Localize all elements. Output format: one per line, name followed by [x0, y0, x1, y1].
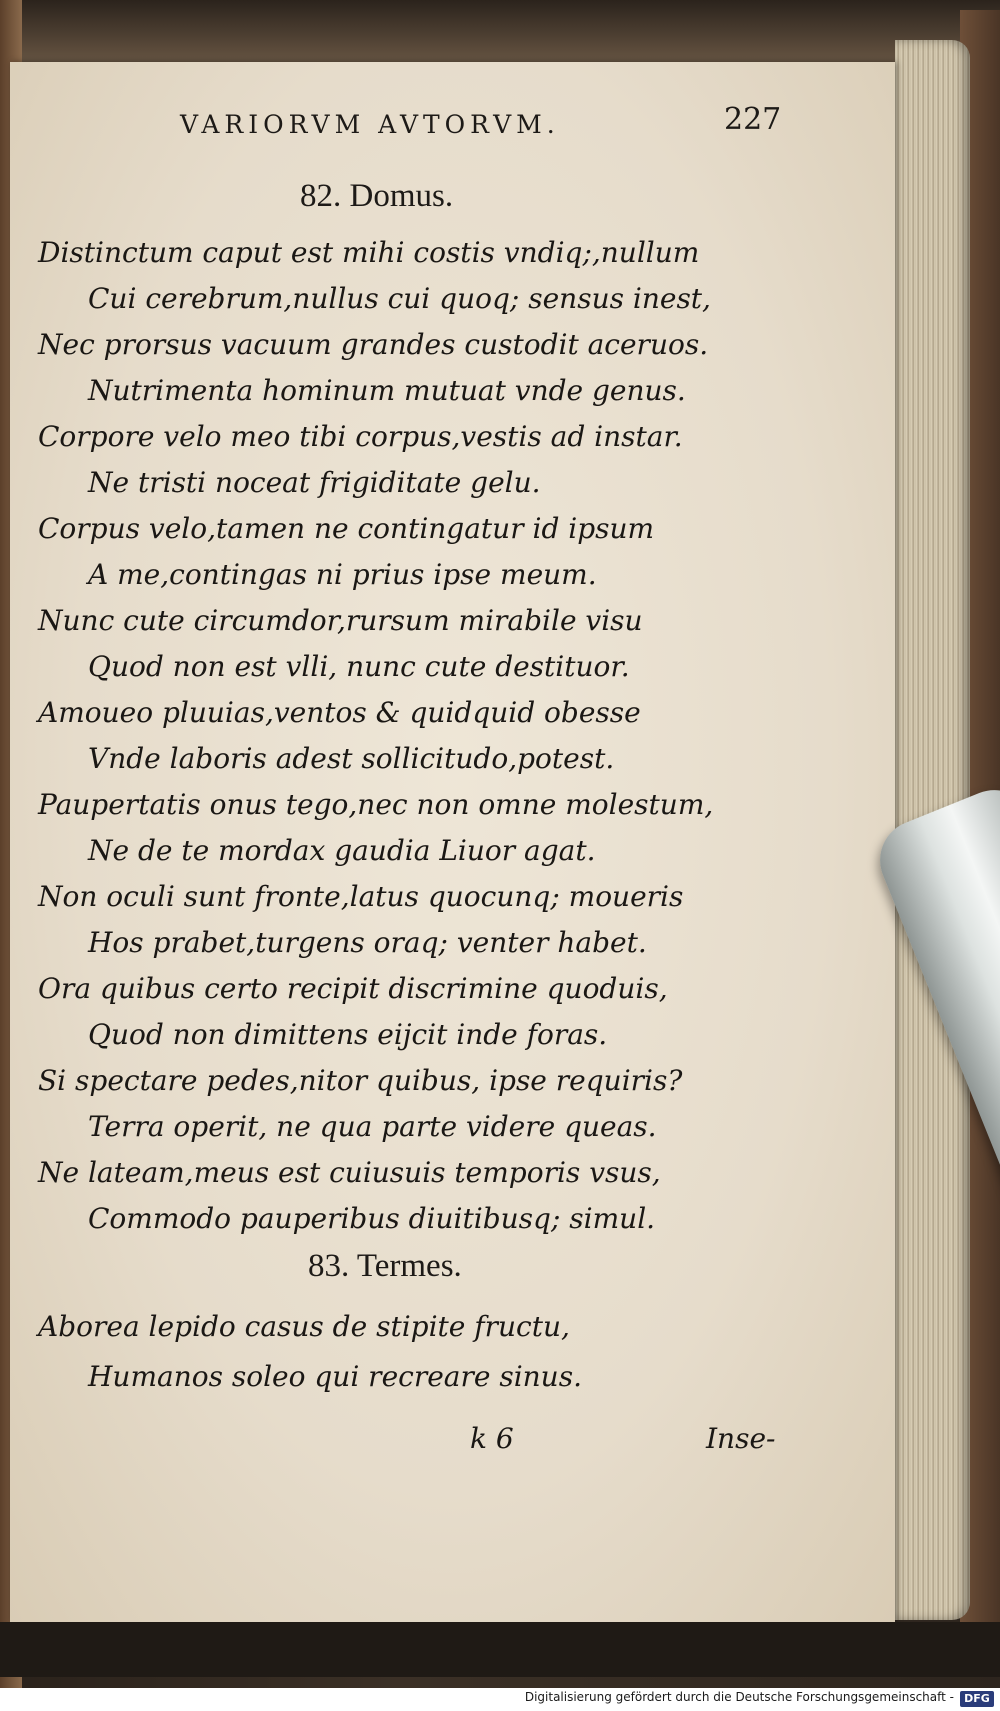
verse-line: Amoueo pluuias,ventos & quidquid obesse	[38, 696, 641, 729]
verse-line: Corpus velo,tamen ne contingatur id ipsum	[38, 512, 655, 545]
scan-bottom-edge	[0, 1622, 1000, 1677]
verse-line: Si spectare pedes,nitor quibus, ipse requiris?	[38, 1064, 683, 1097]
verse-line: Paupertatis onus tego,nec non omne molestum,	[38, 788, 714, 821]
verse-line: Humanos soleo qui recreare sinus.	[88, 1360, 582, 1393]
verse-line: Nec prorsus vacuum grandes custodit aceruos.	[38, 328, 709, 361]
verse-line: Commodo pauperibus diuitibusq; simul.	[88, 1202, 656, 1235]
verse-line: Ne de te mordax gaudia Liuor agat.	[88, 834, 596, 867]
verse-line: Vnde laboris adest sollicitudo,potest.	[88, 742, 615, 775]
running-head: VARIORVM AVTORVM.	[180, 110, 560, 139]
verse-line: A me,contingas ni prius ipse meum.	[88, 558, 597, 591]
signature-mark: k 6	[470, 1422, 514, 1455]
verse-line: Hos prabet,turgens oraq; venter habet.	[88, 926, 647, 959]
verse-line: Ne tristi noceat frigiditate gelu.	[88, 466, 541, 499]
verse-line: Ne lateam,meus est cuiusuis temporis vsus,	[38, 1156, 661, 1189]
verse-line: Terra operit, ne qua parte videre queas.	[88, 1110, 657, 1143]
dfg-logo: DFG	[960, 1691, 994, 1707]
verse-line: Aborea lepido casus de stipite fructu,	[38, 1310, 570, 1343]
verse-line: Quod non est vlli, nunc cute destituor.	[88, 650, 630, 683]
verse-line: Nutrimenta hominum mutuat vnde genus.	[88, 374, 686, 407]
credit-text: Digitalisierung gefördert durch die Deutsche Forschungsgemeinschaft -	[524, 1690, 954, 1704]
verse-line: Nunc cute circumdor,rursum mirabile visu	[38, 604, 643, 637]
section-title-domus: 82. Domus.	[300, 178, 454, 214]
section-title-termes: 83. Termes.	[308, 1248, 462, 1284]
binding-top	[0, 0, 1000, 70]
page-number: 227	[724, 102, 782, 137]
verse-line: Distinctum caput est mihi costis vndiq;,nullum	[38, 236, 700, 269]
verse-line: Ora quibus certo recipit discrimine quoduis,	[38, 972, 668, 1005]
verse-line: Quod non dimittens eijcit inde foras.	[88, 1018, 608, 1051]
verse-line: Cui cerebrum,nullus cui quoq; sensus inest,	[88, 282, 711, 315]
verse-line: Non oculi sunt fronte,latus quocunq; moueris	[38, 880, 684, 913]
verse-line: Corpore velo meo tibi corpus,vestis ad instar.	[38, 420, 683, 453]
catchword: Inse-	[706, 1422, 776, 1455]
